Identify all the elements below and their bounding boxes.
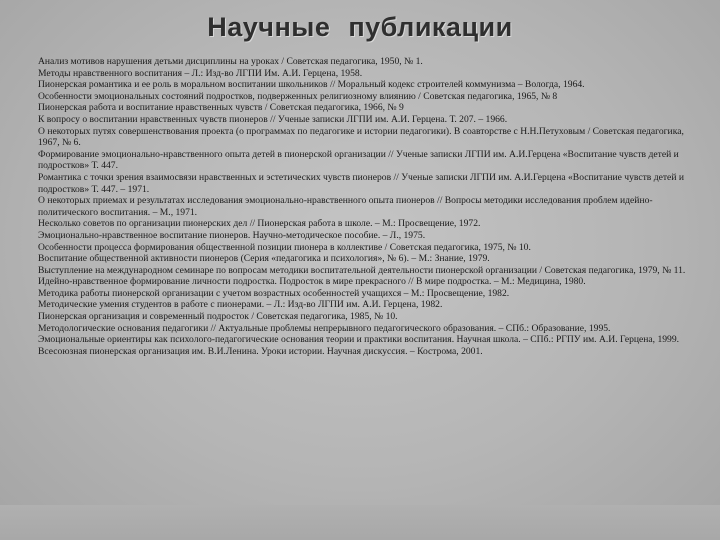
publication-item: Методы нравственного воспитания – Л.: Изд-во ЛГПИ Им. А.И. Герцена, 1958. [38, 67, 363, 79]
publication-item: Методика работы пионерской организации с учетом возрастных особенностей учащихся – М.: Просвещение, 1982. [38, 287, 510, 299]
publication-item: Идейно-нравственное формирование личности подростка. Подросток в мире прекрасного // В мире подростка. – М.: Медицина, 1980. [38, 276, 586, 288]
publication-item: Формирование эмоционально-нравственного опыта детей в пионерской организации // Ученые записки ЛГПИ им. А.И.Герцена «Воспитание чувств детей и подростков» Т. 447. [38, 148, 679, 172]
publication-item: Пионерская работа и воспитание нравственных чувств / Советская педагогика, 1966, № 9 [38, 102, 404, 114]
publication-item: Пионерская организация и современный подросток / Советская педагогика, 1985, № 10. [38, 311, 398, 323]
bottom-band [0, 505, 720, 540]
slide-title: Научные публикации [207, 12, 513, 42]
publication-item: О некоторых приемах и результатах исследования эмоционально-нравственного опыта пионеров // Вопросы методики исследования проблем идейно-политического воспитания. – М., 1971. [38, 195, 653, 218]
publication-item: Особенности процесса формирования общественной позиции пионера в коллективе / Советская педагогика, 1975, № 10. [38, 241, 531, 253]
publication-item: К вопросу о воспитании нравственных чувств пионеров // Ученые записки ЛГПИ им. А.И. Герцена. Т. 207. – 1966. [38, 113, 508, 125]
publication-item: Методологические основания педагогики // Актуальные проблемы непрерывного педагогического образования. – СПб.: Образование, 1995. [38, 322, 611, 334]
publication-item: Романтика с точки зрения взаимосвязи нравственных и эстетических чувств пионеров // Ученые записки ЛГПИ им. А.И.Герцена «Воспитание чувств детей и подростков» Т. 447. – 1971. [38, 171, 684, 195]
publication-item: Особенности эмоциональных состояний подростков, подверженных религиозному влиянию / Советская педагогика, 1965, № 8 [38, 90, 558, 102]
publication-item: Эмоциональные ориентиры как психолого-педагогические основания теории и практики воспитания. Научная школа. – СПб.: РГПУ им. А.И. Герцена, 1999. [38, 334, 680, 346]
publication-item: Воспитание общественной активности пионеров (Серия «педагогика и психология», № 6). – М.: Знание, 1979. [38, 253, 490, 265]
publication-item: Анализ мотивов нарушения детьми дисциплины на уроках / Советская педагогика, 1950, № 1. [38, 56, 423, 67]
publication-item: О некоторых путях совершенствования проекта (о программах по педагогике и истории педагогики). В соавторстве с Н.Н.Петуховым / Советская педагогика, 1967, № 6. [38, 125, 684, 149]
publication-item: Пионерская романтика и ее роль в моральном воспитании школьников // Моральный кодекс строителей коммунизма – Вологда, 1964. [38, 79, 585, 91]
publication-item: Несколько советов по организации пионерских дел // Пионерская работа в школе. – М.: Просвещение, 1972. [38, 218, 481, 230]
publication-item: Методические умения студентов в работе с пионерами. – Л.: Изд-во ЛГПИ им. А.И. Герцена, 1982. [38, 299, 443, 311]
publication-item: Эмоционально-нравственное воспитание пионеров. Научно-методическое пособие. – Л., 1975. [38, 229, 426, 241]
publication-list [38, 56, 692, 357]
publication-item: Выступление на международном семинаре по вопросам методики воспитательной деятельности пионерской организации / Советская педагогика, 1979, № 11. [38, 264, 686, 276]
publication-item: Всесоюзная пионерская организация им. В.И.Ленина. Уроки истории. Научная дискуссия. – Кострома, 2001. [38, 345, 483, 357]
